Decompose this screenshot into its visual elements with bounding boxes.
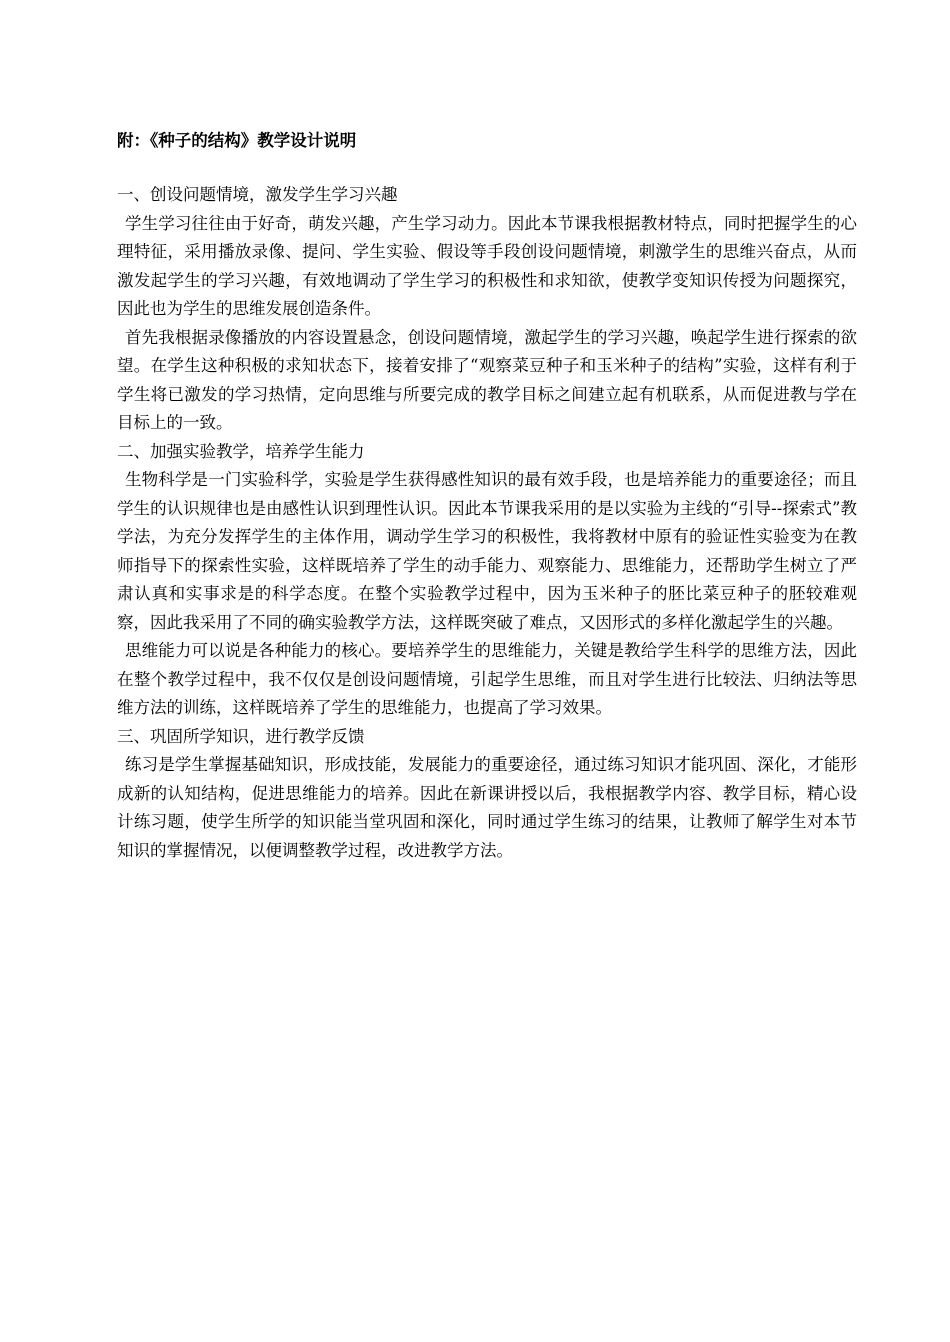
paragraph: 生物科学是一门实验科学，实验是学生获得感性知识的最有效手段，也是培养能力的重要途径；而且学生的认识规律也是由感性认识到理性认识。因此本节课我采用的是以实验为主线的“引导--探索式”教学法，为充分发挥学生的主体作用，调动学生学习的积极性，我将教材中原有的验证性实验变为在教师指导下的探索性实验，这样既培养了学生的动手能力、观察能力、思维能力，还帮助学生树立了严肃认真和实事求是的科学态度。在整个实验教学过程中，因为玉米种子的胚比菜豆种子的胚较难观察，因此我采用了不同的确实验教学方法，这样既突破了难点，又因形式的多样化激起学生的兴趣。 (117, 470, 857, 632)
section-heading: 一、创设问题情境，激发学生学习兴趣 (117, 185, 398, 204)
document-title: 附：《种子的结构》教学设计说明 (117, 131, 357, 150)
paragraph: 学生学习往往由于好奇，萌发兴趣，产生学习动力。因此本节课我根据教材特点，同时把握学生的心理特征，采用播放录像、提问、学生实验、假设等手段创设问题情境，刺激学生的思维兴奋点，从而激发起学生的学习兴趣，有效地调动了学生学习的积极性和求知欲，使教学变知识传授为问题探究，因此也为学生的思维发展创造条件。 (117, 213, 857, 318)
paragraph: 思维能力可以说是各种能力的核心。要培养学生的思维能力，关键是教给学生科学的思维方法，因此在整个教学过程中，我不仅仅是创设问题情境，引起学生思维，而且对学生进行比较法、归纳法等思维方法的训练，这样既培养了学生的思维能力，也提高了学习效果。 (117, 641, 857, 717)
section-1 (117, 181, 857, 438)
paragraph: 练习是学生掌握基础知识，形成技能，发展能力的重要途径，通过练习知识才能巩固、深化，才能形成新的认知结构，促进思维能力的培养。因此在新课讲授以后，我根据教学内容、教学目标，精心设计练习题，使学生所学的知识能当堂巩固和深化，同时通过学生练习的结果，让教师了解学生对本节知识的掌握情况，以便调整教学过程，改进教学方法。 (117, 755, 857, 860)
section-heading: 三、巩固所学知识，进行教学反馈 (117, 726, 365, 746)
paragraph: 首先我根据录像播放的内容设置悬念，创设问题情境，激起学生的学习兴趣，唤起学生进行探索的欲望。在学生这种积极的求知状态下，接着安排了“观察菜豆种子和玉米种子的结构”实验，这样有利于学生将已激发的学习热情，定向思维与所要完成的教学目标之间建立起有机联系，从而促进教与学在目标上的一致。 (117, 327, 857, 432)
document-page (117, 127, 857, 865)
section-3 (117, 723, 857, 866)
section-2 (117, 438, 857, 723)
section-heading: 二、加强实验教学，培养学生能力 (117, 441, 365, 461)
